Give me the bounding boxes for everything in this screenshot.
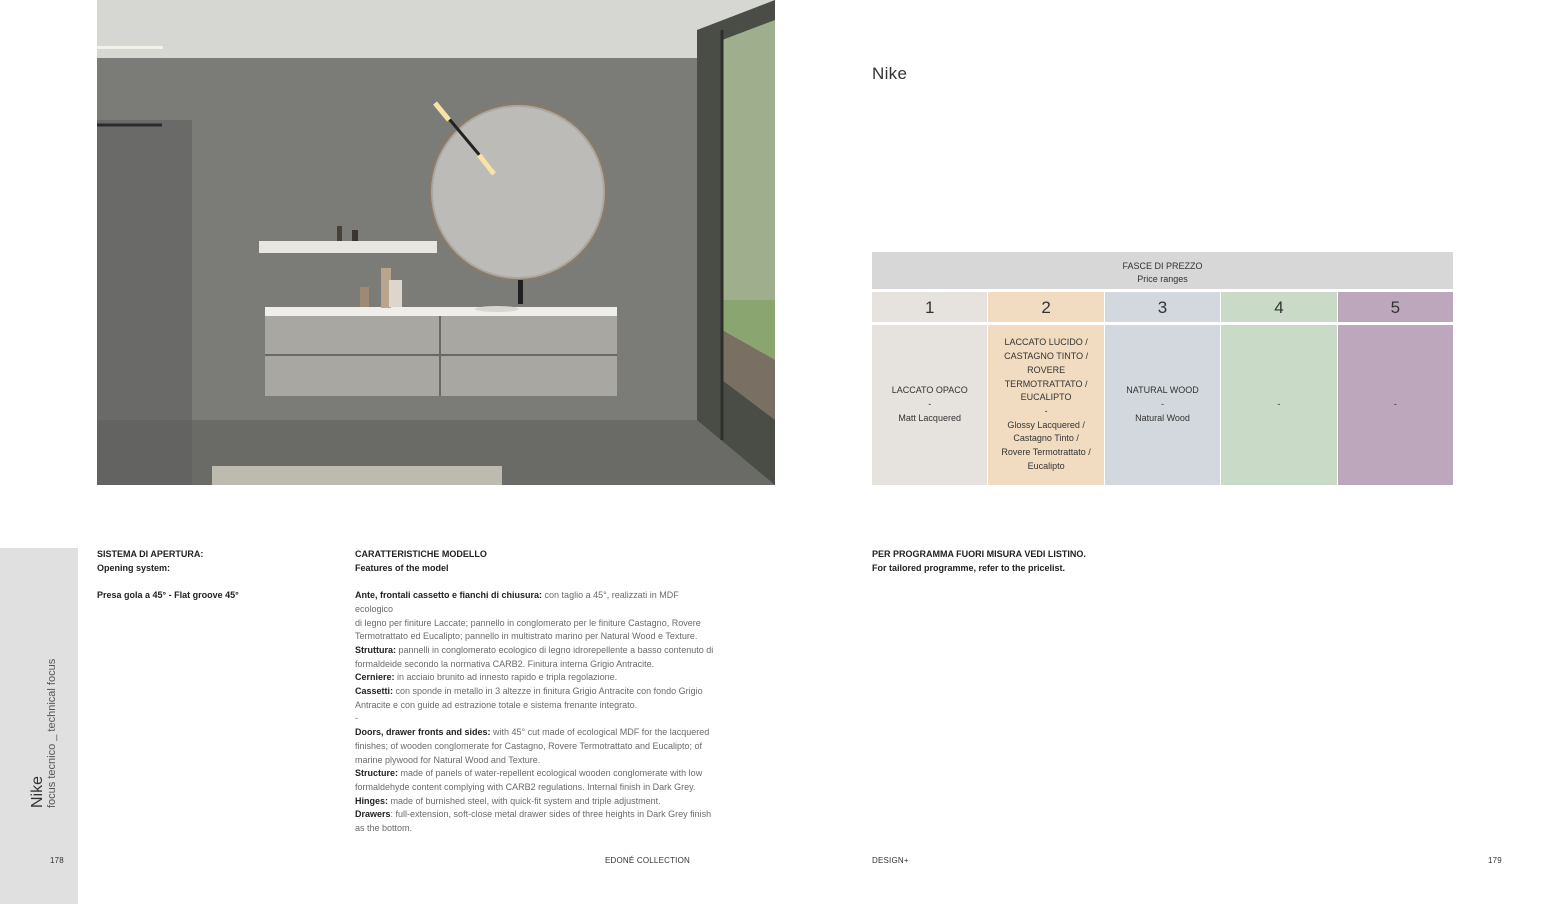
price-range-number-2: 2 [988, 292, 1103, 322]
finish-line: Natural Wood [1135, 412, 1190, 423]
price-ranges-heading-en: Price ranges [1137, 274, 1188, 284]
feature-paragraph: Cassetti: con sponde in metallo in 3 altezze in finitura Grigio Antracite con fondo Grigio [355, 686, 703, 697]
opening-system-block [97, 548, 327, 603]
price-range-finishes [872, 325, 1453, 485]
price-range-numbers [872, 292, 1453, 322]
finish-line: CASTAGNO TINTO / [1004, 351, 1089, 362]
finish-line: LACCATO LUCIDO / [1004, 337, 1088, 348]
price-range-number-1: 1 [872, 292, 987, 322]
finish-line: - [1044, 406, 1048, 416]
price-range-cell-3 [1105, 325, 1220, 485]
bathroom-photo [97, 0, 775, 485]
opening-title-it: SISTEMA DI APERTURA: [97, 549, 204, 559]
page-number-right: 179 [1488, 856, 1502, 865]
brand-name: DESIGN+ [872, 856, 909, 865]
price-ranges-heading-it: FASCE DI PREZZO [1122, 261, 1203, 271]
feature-paragraph: Cerniere: in acciaio brunito ad innesto rapido e tripla regolazione. [355, 672, 618, 683]
custom-title-en: For tailored programme, refer to the pricelist. [872, 562, 1066, 573]
price-range-cell-5 [1338, 325, 1453, 485]
finish-line: Rovere Termotrattato / [1001, 447, 1091, 458]
opening-title-en: Opening system: [97, 562, 171, 573]
price-range-cell-4 [1221, 325, 1336, 485]
collection-name: EDONÉ COLLECTION [605, 856, 690, 865]
page-title: Nike [872, 64, 908, 83]
price-ranges-table [872, 252, 1453, 485]
side-subtitle: focus tecnico _ technical focus [46, 658, 58, 808]
features-title-en: Features of the model [355, 562, 449, 573]
price-range-number-3: 3 [1105, 292, 1220, 322]
finish-line: - [1161, 399, 1165, 410]
features-separator: - [355, 713, 358, 724]
features-title-it: CARATTERISTICHE MODELLO [355, 549, 487, 559]
price-range-number-4: 4 [1221, 292, 1336, 322]
feature-paragraph: Ante, frontali cassetto e fianchi di chiusura: con taglio a 45°, realizzati in MDF ecologico [355, 590, 679, 614]
feature-paragraph: Doors, drawer fronts and sides: with 45° cut made of ecological MDF for the lacquered [355, 727, 710, 738]
custom-title-it: PER PROGRAMMA FUORI MISURA VEDI LISTINO. [872, 549, 1086, 559]
finish-line: - [1393, 399, 1397, 410]
feature-paragraph: Drawers: full-extension, soft-close metal drawer sides of three heights in Dark Grey finish [355, 809, 712, 820]
price-range-number-5: 5 [1338, 292, 1453, 322]
side-name: Nike [29, 775, 46, 808]
finish-line: ROVERE TERMOTRATTATO / [1004, 364, 1088, 389]
opening-value: Presa gola a 45° - Flat groove 45° [97, 590, 239, 601]
finish-line: LACCATO OPACO [891, 385, 968, 396]
features-block: CARATTERISTICHE MODELLO Features of the model Ante, frontali cassetto e fianchi di chiusura: con taglio a 45°, realizzati in MDF ecologico di legno per finiture Laccate; pannello in conglomerato per le finiture Castagno, Rovere Termotrattato ed Eucalipto; pannello in multistrato marino per Natural Wood e Texture. Struttura: pannelli in conglomerato ecologico di legno idrorepellente a basso contenuto di formaldeide secondo la normativa CARB2. Finitura interna Grigio Antracite. Cerniere: in acciaio brunito ad innesto rapido e tripla regolazione. Cassetti: con sponde in metallo in 3 altezze in finitura Grigio Antracite con fondo Grigio Antracite e con guide ad estrazione totale e sistema frenante integrato. - Doors, drawer fronts and sides: with 45° cut made of ecological MDF for the lacquered finishes; of wooden conglomerate for Castagno, Rovere Termotrattato and Eucalipto; of marine plywood for Natural Wood and Texture. Structure: made of panels of water-repellent ecological wooden conglomerate with low formaldehyde content complying with CARB2 regulations. Internal finish in Dark Grey. Hinges: made of burnished steel, with quick-fit system and triple adjustment. Drawers: full-extension, soft-close metal drawer sides of three heights in Dark Grey finish as the bottom. [355, 549, 714, 834]
finish-line: NATURAL WOOD [1126, 385, 1199, 396]
finish-line: Matt Lacquered [898, 412, 961, 423]
feature-paragraph: Structure: made of panels of water-repellent ecological wooden conglomerate with low [355, 768, 703, 779]
side-vertical-title [30, 659, 58, 808]
finish-line: - [1277, 399, 1281, 410]
feature-paragraph: Struttura: pannelli in conglomerato ecologico di legno idrorepellente a basso contenuto di [355, 644, 714, 655]
price-range-cell-1 [872, 325, 987, 485]
custom-programme-block [872, 548, 1272, 575]
finish-line: - [928, 399, 932, 410]
finish-line: EUCALIPTO [1020, 392, 1072, 403]
price-range-cell-2 [988, 325, 1103, 485]
price-ranges-header [872, 252, 1453, 289]
page-number-left: 178 [50, 856, 64, 865]
feature-paragraph: Hinges: made of burnished steel, with quick-fit system and triple adjustment. [355, 795, 661, 806]
finish-line: Castagno Tinto / [1013, 433, 1079, 444]
finish-line: Eucalipto [1027, 460, 1065, 471]
finish-line: Glossy Lacquered / [1007, 419, 1085, 430]
